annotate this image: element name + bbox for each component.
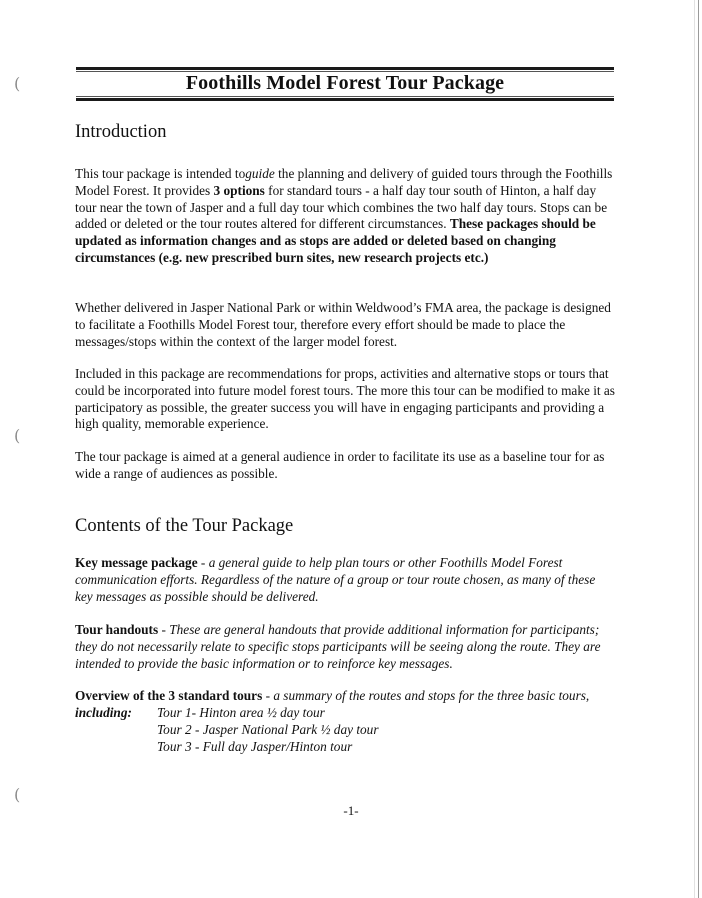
intro-p1-text: for standard tours - a half day tour south of Hinton, a half day tour near the town of Jasper and a full day tour which combines the two half day tours. Stops can be added or deleted or the tour routes altered for different circumstances. bbox=[75, 182, 608, 232]
punch-hole-mark: ( bbox=[14, 426, 21, 445]
introduction-heading: Introduction bbox=[75, 122, 167, 142]
intro-p1-guide: guide bbox=[245, 166, 275, 181]
intro-p1-options: 3 options bbox=[213, 182, 265, 198]
tour-handouts-label: Tour handouts bbox=[75, 622, 159, 637]
title-rule-bottom bbox=[76, 98, 614, 101]
tour-handouts-paragraph bbox=[75, 622, 615, 672]
key-message-label: Key message package bbox=[75, 555, 198, 570]
intro-p3-text: Included in this package are recommendations for props, activities and alternative stops or tours that could be incorporated into future model forest tours. The more this tour can be modified to make it as participatory as possible, the greater success you will have in engaging participants and providing a high quality, memorable experience. bbox=[75, 366, 615, 432]
list-item bbox=[75, 722, 379, 739]
including-label: including: bbox=[75, 705, 132, 720]
key-message-paragraph bbox=[75, 555, 615, 605]
intro-p2-text: Whether delivered in Jasper National Park or within Weldwood’s FMA area, the package is designed to facilitate a Foothills Model Forest tour, therefore every effort should be made to place the messages/stops within the context of the larger model forest. bbox=[75, 300, 611, 349]
separator-dash: - bbox=[158, 622, 170, 637]
tour-item-3: Tour 3 - Full day Jasper/Hinton tour bbox=[157, 738, 353, 754]
tour-list bbox=[75, 705, 379, 755]
document-title: Foothills Model Forest Tour Package bbox=[185, 72, 505, 94]
tour-item-1: Tour 1- Hinton area ½ day tour bbox=[157, 705, 325, 720]
title-rule-bottom-thin bbox=[76, 96, 614, 97]
tour-handouts-text: These are general handouts that provide additional information for participants; they do not necessarily relate to specific stops participants will be seeing along the route. They are intended to provide the basic information or to reinforce key messages. bbox=[75, 622, 601, 671]
key-message-text: a general guide to help plan tours or other Foothills Model Forest communication efforts. Regardless of the nature of a group or tour route chosen, as many of these key messages as possible should be delivered. bbox=[75, 555, 596, 604]
contents-heading: Contents of the Tour Package bbox=[75, 516, 294, 536]
overview-text: a summary of the routes and stops for the three basic tours, bbox=[273, 688, 590, 703]
list-item bbox=[75, 739, 379, 756]
intro-p1-text: This tour package is intended to bbox=[75, 166, 246, 181]
intro-paragraph-4 bbox=[75, 449, 615, 483]
list-item bbox=[75, 705, 379, 722]
intro-paragraph-2 bbox=[75, 300, 615, 350]
separator-dash: - bbox=[262, 688, 274, 703]
scan-edge-shadow bbox=[694, 0, 695, 898]
intro-p4-text: The tour package is aimed at a general audience in order to facilitate its use as a baseline tour for as wide a range of audiences as possible. bbox=[75, 449, 605, 481]
tour-item-2: Tour 2 - Jasper National Park ½ day tour bbox=[157, 721, 379, 737]
intro-p1-text: the planning and delivery of guided tours through the Foothills Model Forest. It provides bbox=[75, 166, 613, 198]
punch-hole-mark: ( bbox=[14, 74, 21, 93]
overview-paragraph bbox=[75, 688, 615, 705]
scan-edge-line bbox=[698, 0, 699, 898]
intro-paragraph-1 bbox=[75, 166, 615, 267]
punch-hole-mark: ( bbox=[14, 785, 21, 804]
title-rule-top bbox=[76, 67, 614, 70]
intro-p1-bold-note: These packages should be updated as information changes and as stops are added or deleted based on changing circumstances (e.g. new prescribed burn sites, new research projects etc.) bbox=[75, 216, 596, 265]
overview-label: Overview of the 3 standard tours bbox=[75, 688, 263, 703]
intro-paragraph-3 bbox=[75, 366, 615, 433]
page-number: -1- bbox=[343, 803, 359, 818]
separator-dash: - bbox=[197, 555, 209, 570]
